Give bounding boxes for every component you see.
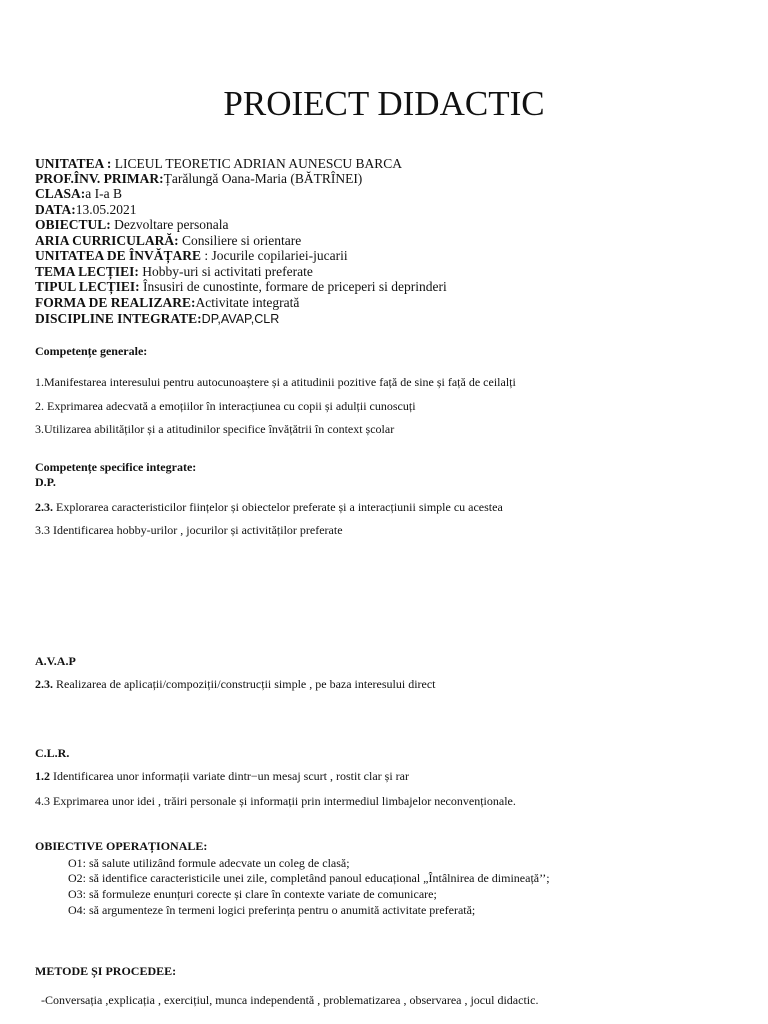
info-row-unitatea xyxy=(35,156,402,172)
competence-number: 2.3. xyxy=(35,500,53,514)
competence-text: Explorarea caracteristicilor ființelor și obiectelor preferate și a interacțiunii simple cu acestea xyxy=(53,500,503,514)
info-label: DATA: xyxy=(35,202,76,217)
info-label: DISCIPLINE INTEGRATE: xyxy=(35,311,202,326)
objective-item: O4: să argumenteze în termeni logici preferința pentru o anumită activitate preferată; xyxy=(68,903,476,917)
info-label: TEMA LECȚIEI: xyxy=(35,264,139,279)
general-competence-1: 1.Manifestarea interesului pentru autocunoaștere și a atitudinii pozitive față de sine și față de ceilalți xyxy=(35,375,516,389)
info-row-obiectul xyxy=(35,217,228,233)
info-row-unitatea-invatare xyxy=(35,248,348,264)
objective-item: O3: să formuleze enunțuri corecte și clare în contexte variate de comunicare; xyxy=(68,887,437,901)
info-label: UNITATEA : xyxy=(35,156,112,171)
dp-competence-1 xyxy=(35,500,503,514)
info-row-clasa xyxy=(35,186,122,202)
info-label: CLASA: xyxy=(35,186,86,201)
competence-number: 1.2 xyxy=(35,769,50,783)
section-heading-specific: Competențe specifice integrate: xyxy=(35,460,197,474)
info-label: ARIA CURRICULARĂ: xyxy=(35,233,179,248)
info-row-data xyxy=(35,202,137,218)
info-value: : Jocurile copilariei-jucarii xyxy=(201,248,348,263)
methods-text: -Conversația ,explicația , exercițiul, munca independentă , problematizarea , observarea , jocul didactic. xyxy=(41,993,539,1007)
info-value: 13.05.2021 xyxy=(75,202,137,217)
competence-text: Realizarea de aplicații/compoziții/construcții simple , pe baza interesului direct xyxy=(53,677,436,691)
section-heading-general: Competențe generale: xyxy=(35,344,148,358)
info-value: LICEUL TEORETIC ADRIAN AUNESCU BARCA xyxy=(111,156,403,171)
subheading-clr: C.L.R. xyxy=(35,746,70,760)
info-row-tema xyxy=(35,264,313,280)
info-value: a I-a B xyxy=(85,186,122,201)
info-value: Dezvoltare personala xyxy=(110,217,229,232)
objective-item: O2: să identifice caracteristicile unei zile, completând panoul educațional „Întâlnirea de dimineață’’; xyxy=(68,871,550,885)
info-value: DP,AVAP,CLR xyxy=(201,312,280,326)
info-label: PROF.ÎNV. PRIMAR: xyxy=(35,171,164,186)
info-label: UNITATEA DE ÎNVĂȚARE xyxy=(35,248,202,263)
info-row-aria xyxy=(35,233,301,249)
subheading-dp: D.P. xyxy=(35,475,56,489)
competence-text: Identificarea unor informații variate dintr−un mesaj scurt , rostit clar și rar xyxy=(50,769,409,783)
info-label: OBIECTUL: xyxy=(35,217,111,232)
avap-competence-1 xyxy=(35,677,436,691)
info-value: Țarălungă Oana-Maria (BĂTRÎNEI) xyxy=(163,171,363,186)
page-title: PROIECT DIDACTIC xyxy=(223,84,545,123)
objective-item: O1: să salute utilizând formule adecvate un coleg de clasă; xyxy=(68,856,350,870)
section-heading-objectives: OBIECTIVE OPERAȚIONALE: xyxy=(35,839,208,853)
info-label: TIPUL LECȚIEI: xyxy=(35,279,140,294)
subheading-avap: A.V.A.P xyxy=(35,654,76,668)
info-row-tipul xyxy=(35,279,447,295)
clr-competence-2: 4.3 Exprimarea unor idei , trăiri personale și informații prin intermediul limbajelor neconvenționale. xyxy=(35,794,516,808)
info-value: Însusiri de cunostinte, formare de priceperi si deprinderi xyxy=(139,279,447,294)
info-row-discipline xyxy=(35,311,279,328)
info-row-profesor xyxy=(35,171,362,187)
info-value: Hobby-uri si activitati preferate xyxy=(138,264,313,279)
info-row-forma xyxy=(35,295,299,311)
section-heading-methods: METODE ȘI PROCEDEE: xyxy=(35,964,177,978)
info-value: Activitate integrată xyxy=(195,295,300,310)
info-label: FORMA DE REALIZARE: xyxy=(35,295,196,310)
dp-competence-2: 3.3 Identificarea hobby-urilor , jocurilor și activităților preferate xyxy=(35,523,343,537)
general-competence-2: 2. Exprimarea adecvată a emoțiilor în interacțiunea cu copii și adulții cunoscuți xyxy=(35,399,416,413)
info-value: Consiliere si orientare xyxy=(178,233,302,248)
general-competence-3: 3.Utilizarea abilităților și a atitudinilor specifice învățătrii în context școlar xyxy=(35,422,395,436)
competence-number: 2.3. xyxy=(35,677,53,691)
clr-competence-1 xyxy=(35,769,409,783)
